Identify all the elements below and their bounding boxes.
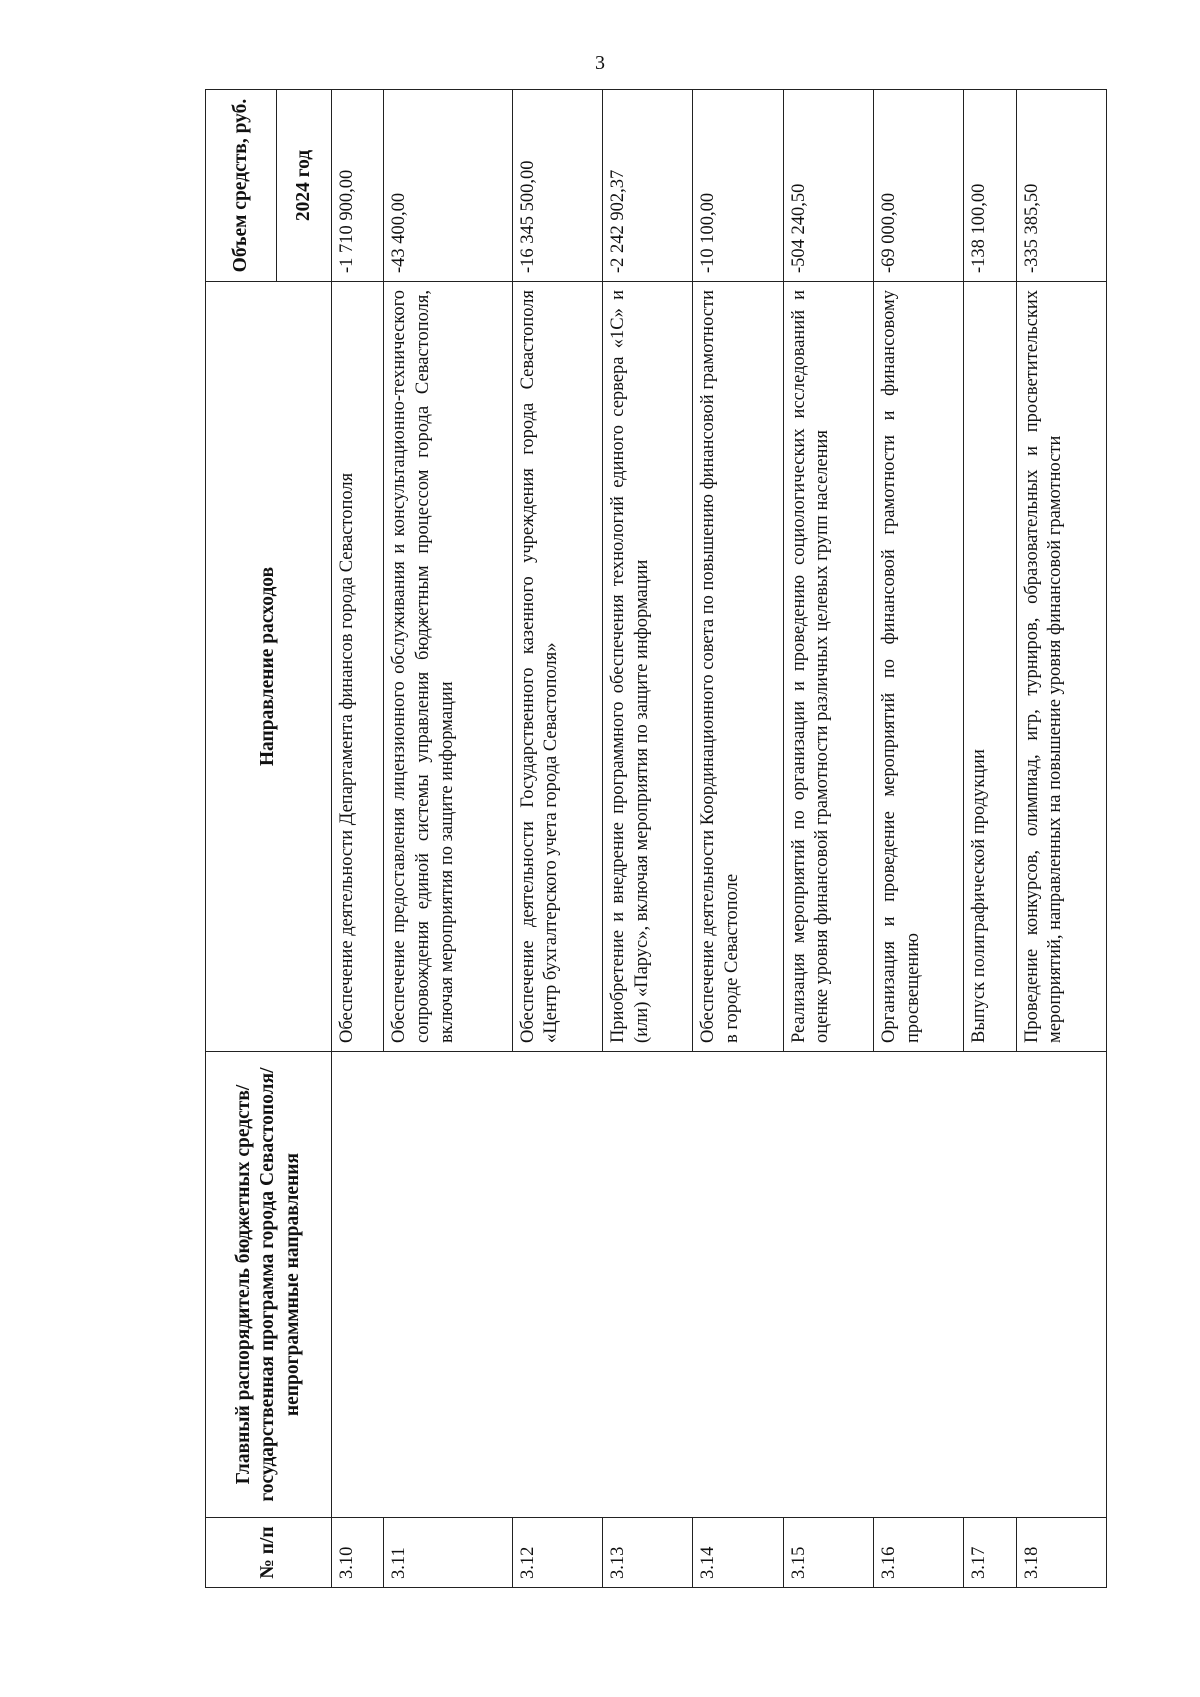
row-direction: Обеспечение деятельности Координационного совета по повышению финансовой грамотности в городе Севастополе xyxy=(693,282,783,1052)
row-direction: Проведение конкурсов, олимпиад, игр, турниров, образовательных и просветительских мероприятий, направленных на повышение уровня финансовой грамотности xyxy=(1016,282,1106,1052)
rotated-table-wrapper xyxy=(205,90,1107,1588)
row-direction: Организация и проведение мероприятий по финансовой грамотности и финансовому просвещению xyxy=(873,282,963,1052)
row-direction: Реализация мероприятий по организации и проведению социологических исследований и оценке уровня финансовой грамотности различных целевых групп населения xyxy=(783,282,873,1052)
row-direction: Обеспечение деятельности Государственного казенного учреждения города Севастополя «Центр бухгалтерского учета города Севастополя» xyxy=(512,282,602,1052)
row-value: -43 400,00 xyxy=(384,90,512,282)
row-number: 3.12 xyxy=(512,1518,602,1588)
row-number: 3.11 xyxy=(384,1518,512,1588)
row-number: 3.10 xyxy=(332,1518,384,1588)
row-value: -335 385,50 xyxy=(1016,90,1106,282)
table-row xyxy=(332,90,384,1588)
row-value: -16 345 500,00 xyxy=(512,90,602,282)
row-number: 3.17 xyxy=(964,1518,1016,1588)
header-year: 2024 год xyxy=(277,90,332,282)
row-value: -2 242 902,37 xyxy=(602,90,692,282)
budget-table xyxy=(205,89,1107,1588)
row-value: -10 100,00 xyxy=(693,90,783,282)
row-number: 3.14 xyxy=(693,1518,783,1588)
header-main-manager: Главный распорядитель бюджетных средств/государственная программа города Севастополя/непрограммные направления xyxy=(206,1052,332,1518)
row-direction: Выпуск полиграфической продукции xyxy=(964,282,1016,1052)
row-number: 3.13 xyxy=(602,1518,692,1588)
row-direction: Обеспечение деятельности Департамента финансов города Севастополя xyxy=(332,282,384,1052)
header-volume: Объем средств, руб. xyxy=(206,90,277,282)
main-manager-cell xyxy=(332,1052,1107,1518)
row-value: -1 710 900,00 xyxy=(332,90,384,282)
row-direction: Приобретение и внедрение программного обеспечения технологий единого сервера «1С» и (или) «Парус», включая мероприятия по защите информации xyxy=(602,282,692,1052)
header-direction: Направление расходов xyxy=(206,282,332,1052)
row-number: 3.18 xyxy=(1016,1518,1106,1588)
row-value: -138 100,00 xyxy=(964,90,1016,282)
row-value: -504 240,50 xyxy=(783,90,873,282)
row-direction: Обеспечение предоставления лицензионного обслуживания и консультационно-технического сопровождения единой системы управления бюджетным процессом города Севастополя, включая мероприятия по защите информации xyxy=(384,282,512,1052)
header-num: № п/п xyxy=(206,1518,332,1588)
row-number: 3.16 xyxy=(873,1518,963,1588)
page-number: 3 xyxy=(595,52,605,74)
row-number: 3.15 xyxy=(783,1518,873,1588)
row-value: -69 000,00 xyxy=(873,90,963,282)
